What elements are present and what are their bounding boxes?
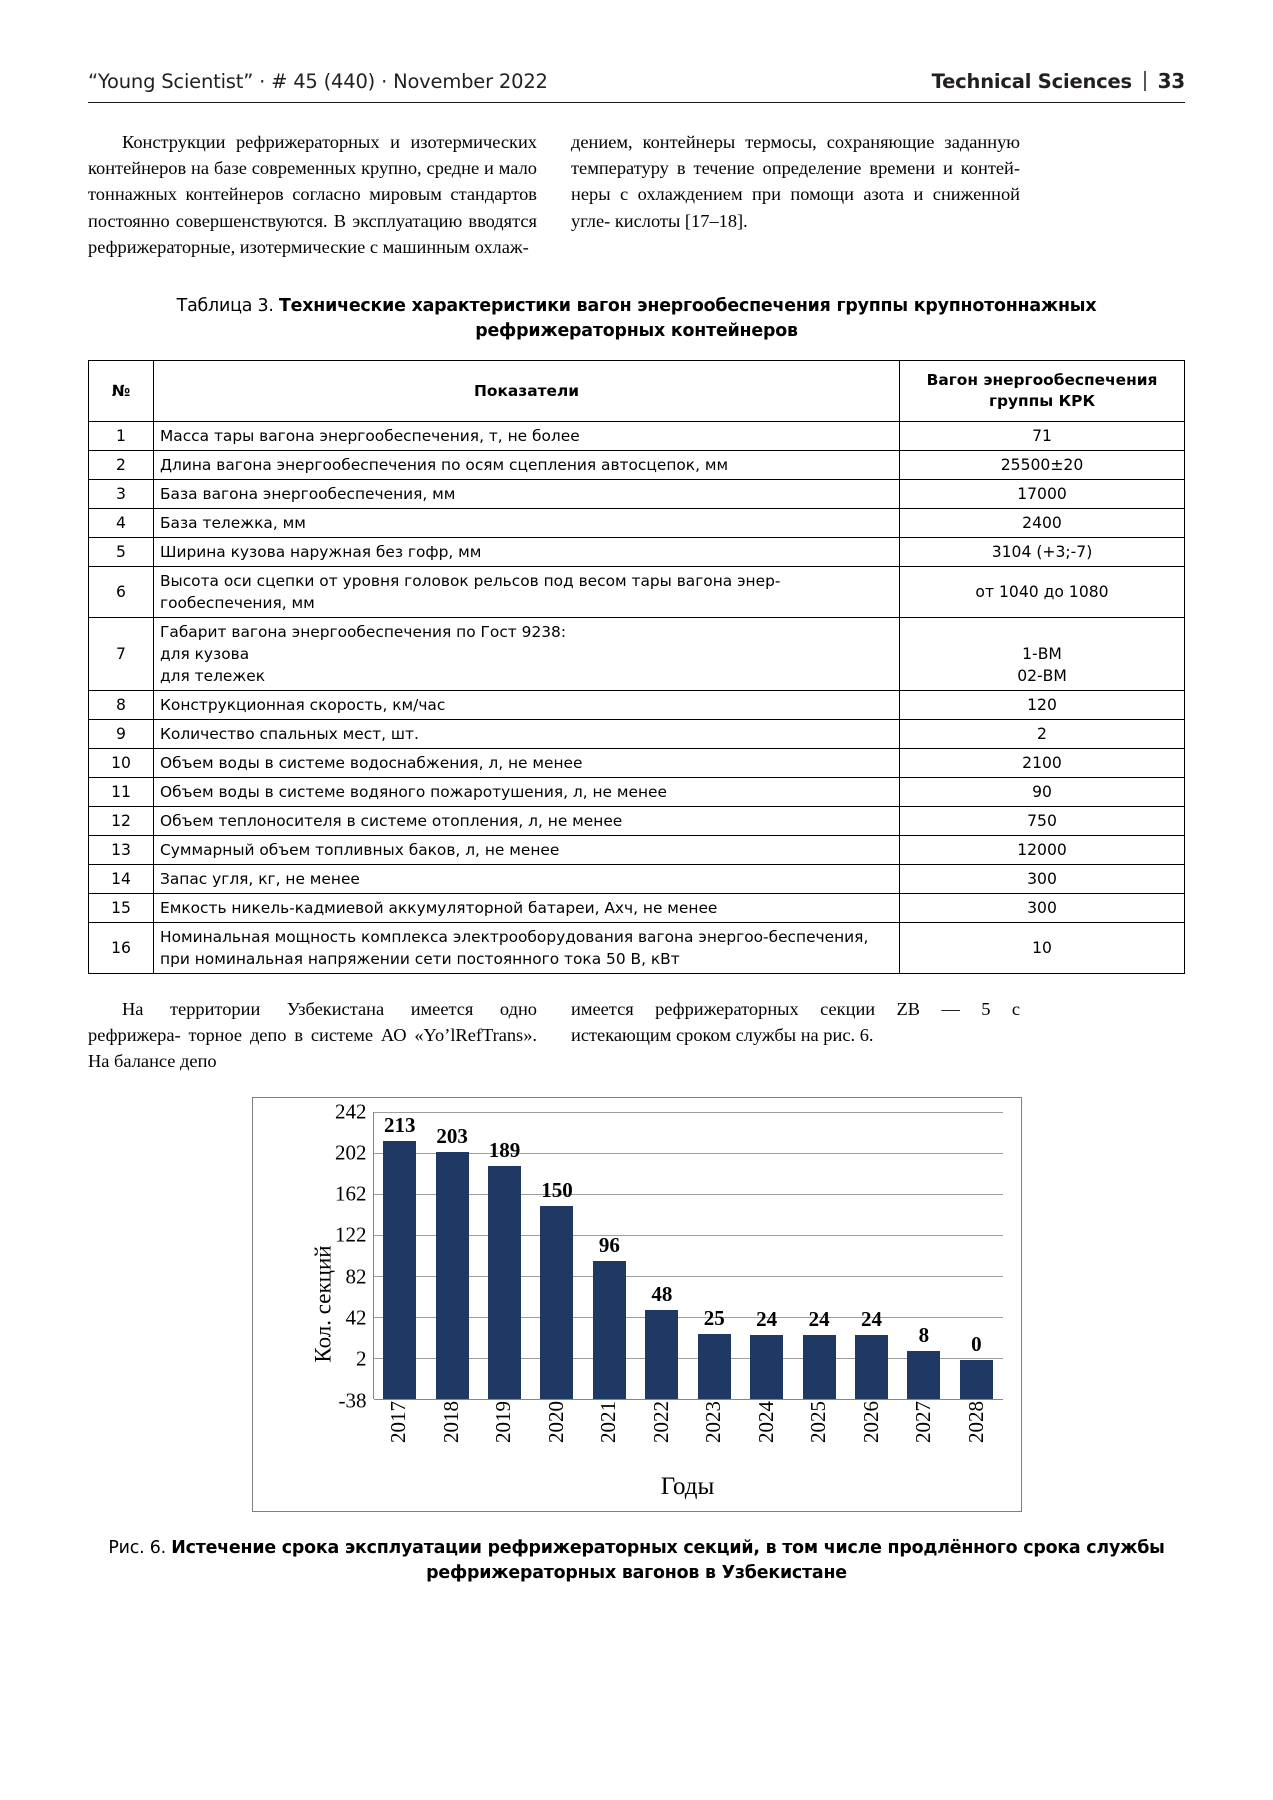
y-tick-label: 2 (356, 1346, 367, 1371)
x-tick-cell (845, 1401, 898, 1467)
cell-num: 12 (89, 807, 154, 836)
cell-value-line (906, 621, 1178, 643)
body-text-top (88, 129, 1185, 260)
header-value-line1: Вагон энергообеспечения (926, 371, 1158, 390)
bar-value-label: 8 (918, 1323, 930, 1348)
x-tick-label: 2019 (491, 1400, 516, 1443)
y-tick-label: 42 (345, 1305, 367, 1330)
journal-info: “Young Scientist” · # 45 (440) · November 2022 (88, 70, 548, 93)
x-axis-label: Годы (660, 1472, 715, 1500)
cell-value (900, 567, 1185, 618)
bar-cell (531, 1112, 583, 1399)
table-row (89, 749, 1185, 778)
x-tick-label: 2024 (753, 1400, 778, 1443)
cell-value (900, 691, 1185, 720)
cell-num: 8 (89, 691, 154, 720)
bar-cell (374, 1112, 426, 1399)
cell-value (900, 865, 1185, 894)
cell-value-line: 17000 (1017, 485, 1067, 504)
x-tick-cell (478, 1401, 531, 1467)
x-tick-label: 2026 (858, 1400, 883, 1443)
cell-indicator (154, 778, 900, 807)
cell-indicator (154, 836, 900, 865)
table-row (89, 836, 1185, 865)
cell-line: Суммарный объем топливных баков, л, не менее (160, 841, 560, 860)
x-tick-label: 2017 (386, 1400, 411, 1443)
x-tick-cell (635, 1401, 688, 1467)
cell-num: 15 (89, 894, 154, 923)
cell-value-line: 71 (1032, 427, 1052, 446)
table-caption-title: Технические характеристики вагон энергообеспечения группы крупнотоннажных рефрижераторных контейнеров (279, 296, 1097, 342)
cell-line: для кузова (160, 645, 250, 664)
specifications-table (88, 360, 1185, 974)
x-tick-label: 2020 (543, 1400, 568, 1443)
table-row (89, 567, 1185, 618)
table-row (89, 720, 1185, 749)
cell-value-line: 3104 (+3;-7) (991, 543, 1093, 562)
table-caption-prefix: Таблица 3. (176, 296, 280, 317)
cell-value-line: 300 (1027, 899, 1057, 918)
cell-value-line: 2 (1037, 725, 1047, 744)
bar-cell (793, 1112, 845, 1399)
bar-value-label: 203 (436, 1123, 468, 1148)
header-indicator: Показатели (154, 361, 900, 422)
table-row (89, 865, 1185, 894)
column-right (571, 129, 1020, 260)
bar-value-label: 24 (861, 1307, 882, 1332)
bar-value-label: 24 (808, 1307, 830, 1332)
table-row (89, 894, 1185, 923)
cell-indicator (154, 691, 900, 720)
header-divider (1144, 71, 1146, 91)
x-tick-label: 2028 (963, 1400, 988, 1443)
bar-cell (845, 1112, 897, 1399)
table-row (89, 618, 1185, 691)
cell-num: 14 (89, 865, 154, 894)
x-tick-cell (425, 1401, 478, 1467)
cell-value-line: 120 (1027, 696, 1057, 715)
cell-value (900, 778, 1185, 807)
table-row (89, 480, 1185, 509)
cell-indicator (154, 451, 900, 480)
table-row (89, 778, 1185, 807)
table-body (89, 422, 1185, 974)
table-row (89, 923, 1185, 974)
bar-cell (950, 1112, 1002, 1399)
cell-indicator (154, 480, 900, 509)
cell-value (900, 749, 1185, 778)
table-row (89, 451, 1185, 480)
x-tick-label: 2023 (701, 1400, 726, 1443)
y-tick-label: 122 (335, 1222, 367, 1247)
cell-num: 2 (89, 451, 154, 480)
cell-indicator (154, 720, 900, 749)
cell-indicator (154, 567, 900, 618)
bar (960, 1360, 993, 1399)
bar (540, 1206, 573, 1399)
cell-line: Объем воды в системе водоснабжения, л, не менее (160, 754, 583, 773)
y-tick-label: 202 (335, 1140, 367, 1165)
bar (488, 1166, 521, 1399)
table-row (89, 538, 1185, 567)
chart-inner (253, 1098, 1021, 1511)
cell-indicator (154, 894, 900, 923)
column-right-bottom (571, 996, 1020, 1075)
cell-indicator (154, 923, 900, 974)
x-tick-cell (793, 1401, 846, 1467)
gridline (374, 1399, 1003, 1400)
column-left-bottom (88, 996, 537, 1075)
x-tick-cell (740, 1401, 793, 1467)
cell-value-line: 12000 (1017, 841, 1067, 860)
x-tick-cell (530, 1401, 583, 1467)
cell-num: 4 (89, 509, 154, 538)
x-tick-label: 2027 (911, 1400, 936, 1443)
table-row (89, 422, 1185, 451)
cell-line: Количество спальных мест, шт. (160, 725, 419, 744)
cell-line: для тележек (160, 667, 265, 686)
cell-indicator (154, 865, 900, 894)
bar-cell (426, 1112, 478, 1399)
cell-line: Номинальная мощность комплекса электрооборудования вагона энергоо-беспечения, при номинальная напряжении сети постоянного тока 50 В, кВт (160, 928, 869, 969)
cell-value-line: 90 (1032, 783, 1052, 802)
cell-value (900, 894, 1185, 923)
cell-value (900, 422, 1185, 451)
cell-line: Запас угля, кг, не менее (160, 870, 360, 889)
figure-caption (88, 1536, 1185, 1586)
page-number: 33 (1157, 69, 1185, 93)
cell-value-line: от 1040 до 1080 (975, 583, 1109, 602)
cell-value (900, 807, 1185, 836)
table-row (89, 807, 1185, 836)
cell-num: 13 (89, 836, 154, 865)
bar (750, 1335, 783, 1399)
cell-value (900, 451, 1185, 480)
cell-indicator (154, 422, 900, 451)
y-tick-label: 242 (335, 1099, 367, 1124)
table-row (89, 691, 1185, 720)
x-tick-label: 2025 (806, 1400, 831, 1443)
table-caption (88, 294, 1185, 344)
cell-value-line: 2100 (1022, 754, 1062, 773)
cell-num: 5 (89, 538, 154, 567)
bars-group (374, 1112, 1003, 1399)
y-tick-label: 82 (345, 1264, 367, 1289)
cell-value-line: 10 (1032, 939, 1052, 958)
bar-value-label: 189 (488, 1137, 521, 1162)
cell-num: 7 (89, 618, 154, 691)
paragraph-left-bottom: На территории Узбекистана имеется одно рефрижера- торное депо в системе АО «Yo’lRefTrans». На балансе депо (88, 999, 537, 1072)
cell-indicator (154, 749, 900, 778)
cell-num: 6 (89, 567, 154, 618)
cell-indicator (154, 538, 900, 567)
cell-num: 9 (89, 720, 154, 749)
cell-num: 16 (89, 923, 154, 974)
cell-indicator (154, 509, 900, 538)
cell-value (900, 618, 1185, 691)
table-header-row (89, 361, 1185, 422)
bar (803, 1335, 836, 1399)
bar-value-label: 0 (971, 1331, 982, 1356)
body-text-bottom (88, 996, 1185, 1075)
cell-line: Емкость никель-кадмиевой аккумуляторной батареи, Ахч, не менее (160, 899, 718, 918)
header-value (900, 361, 1185, 422)
bar-cell (740, 1112, 792, 1399)
y-tick-label: 162 (335, 1181, 367, 1206)
cell-value (900, 720, 1185, 749)
x-tick-cell (688, 1401, 741, 1467)
y-axis-ticks (295, 1098, 367, 1511)
cell-value-line: 25500±20 (1000, 456, 1084, 475)
cell-line: Масса тары вагона энергообеспечения, т, не более (160, 427, 580, 446)
x-tick-label: 2022 (648, 1400, 673, 1443)
bar-cell (583, 1112, 635, 1399)
cell-value (900, 509, 1185, 538)
column-left (88, 129, 537, 260)
cell-value (900, 836, 1185, 865)
header-num: № (89, 361, 154, 422)
running-header (88, 68, 1185, 103)
figure-caption-title: Истечение срока эксплуатации рефрижераторных секций, в том числе продлённого срока службы рефрижераторных вагонов в Узбекистане (171, 1537, 1165, 1583)
bar (698, 1334, 731, 1399)
header-right (932, 68, 1185, 93)
bar (436, 1152, 469, 1399)
bar (593, 1261, 626, 1398)
cell-value (900, 538, 1185, 567)
plot-area (373, 1112, 1003, 1399)
bar (645, 1310, 678, 1398)
x-tick-cell (950, 1401, 1003, 1467)
table-row (89, 509, 1185, 538)
bar-cell (898, 1112, 950, 1399)
cell-value-line: 02-ВМ (1017, 667, 1067, 686)
cell-line: База тележка, мм (160, 514, 306, 533)
bar-value-label: 150 (541, 1177, 573, 1202)
cell-line: Объем теплоносителя в системе отопления, л, не менее (160, 812, 623, 831)
bar-cell (688, 1112, 740, 1399)
cell-value-line: 2400 (1022, 514, 1062, 533)
x-tick-label: 2018 (438, 1400, 463, 1443)
paragraph-right-top: дением, контейнеры термосы, сохраняющие заданную температуру в течение определение времени и контей- неры с охлаждением при помощи азота и сниженной угле- кислоты [17–18]. (571, 132, 1020, 231)
x-axis-tick-labels (373, 1401, 1003, 1467)
bar-value-label: 213 (383, 1113, 416, 1138)
bar-value-label: 24 (756, 1307, 778, 1332)
cell-num: 1 (89, 422, 154, 451)
cell-value (900, 923, 1185, 974)
bar-cell (478, 1112, 530, 1399)
bar-value-label: 25 (703, 1306, 725, 1331)
cell-indicator (154, 807, 900, 836)
cell-line: База вагона энергообеспечения, мм (160, 485, 456, 504)
cell-num: 11 (89, 778, 154, 807)
paragraph-left-top: Конструкции рефрижераторных и изотермических контейнеров на базе современных крупно, средне и мало тоннажных контейнеров согласно мировым стандартов постоянно совершенствуются. В эксплуатацию вводятся рефрижераторные, изотермические с машинным охлаж- (88, 132, 537, 257)
x-tick-label: 2021 (596, 1400, 621, 1443)
cell-num: 10 (89, 749, 154, 778)
y-tick-label: -38 (338, 1388, 367, 1413)
cell-indicator (154, 618, 900, 691)
cell-line: Длина вагона энергообеспечения по осям сцепления автосцепок, мм (160, 456, 729, 475)
header-value-line2: группы КРК (988, 392, 1096, 411)
section-title: Technical Sciences (931, 70, 1132, 93)
cell-value-line: 300 (1027, 870, 1057, 889)
bar (907, 1351, 940, 1398)
x-tick-cell (583, 1401, 636, 1467)
bar (383, 1141, 416, 1398)
bar-value-label: 48 (651, 1282, 673, 1307)
figure-caption-prefix: Рис. 6. (108, 1537, 172, 1558)
cell-line: Конструкционная скорость, км/час (160, 696, 446, 715)
cell-value-line: 1-ВМ (1022, 645, 1062, 664)
x-tick-cell (898, 1401, 951, 1467)
table-head (89, 361, 1185, 422)
cell-line: Габарит вагона энергообеспечения по Гост 9238: (160, 623, 567, 642)
figure-wrapper (88, 1097, 1185, 1512)
bar-value-label: 96 (598, 1233, 620, 1258)
paragraph-right-bottom: имеется рефрижераторных секции ZB — 5 с истекающим сроком службы на рис. 6. (571, 999, 1020, 1046)
cell-value-line: 750 (1027, 812, 1057, 831)
y-axis-label: Кол. секций (310, 1245, 336, 1363)
bar-cell (636, 1112, 688, 1399)
bar-chart (252, 1097, 1022, 1512)
cell-line: Ширина кузова наружная без гофр, мм (160, 543, 482, 562)
x-tick-cell (373, 1401, 426, 1467)
cell-line: Высота оси сцепки от уровня головок рельсов под весом тары вагона энер-гообеспечения, мм (160, 572, 781, 613)
cell-value (900, 480, 1185, 509)
cell-line: Объем воды в системе водяного пожаротушения, л, не менее (160, 783, 667, 802)
cell-num: 3 (89, 480, 154, 509)
bar (855, 1335, 888, 1399)
